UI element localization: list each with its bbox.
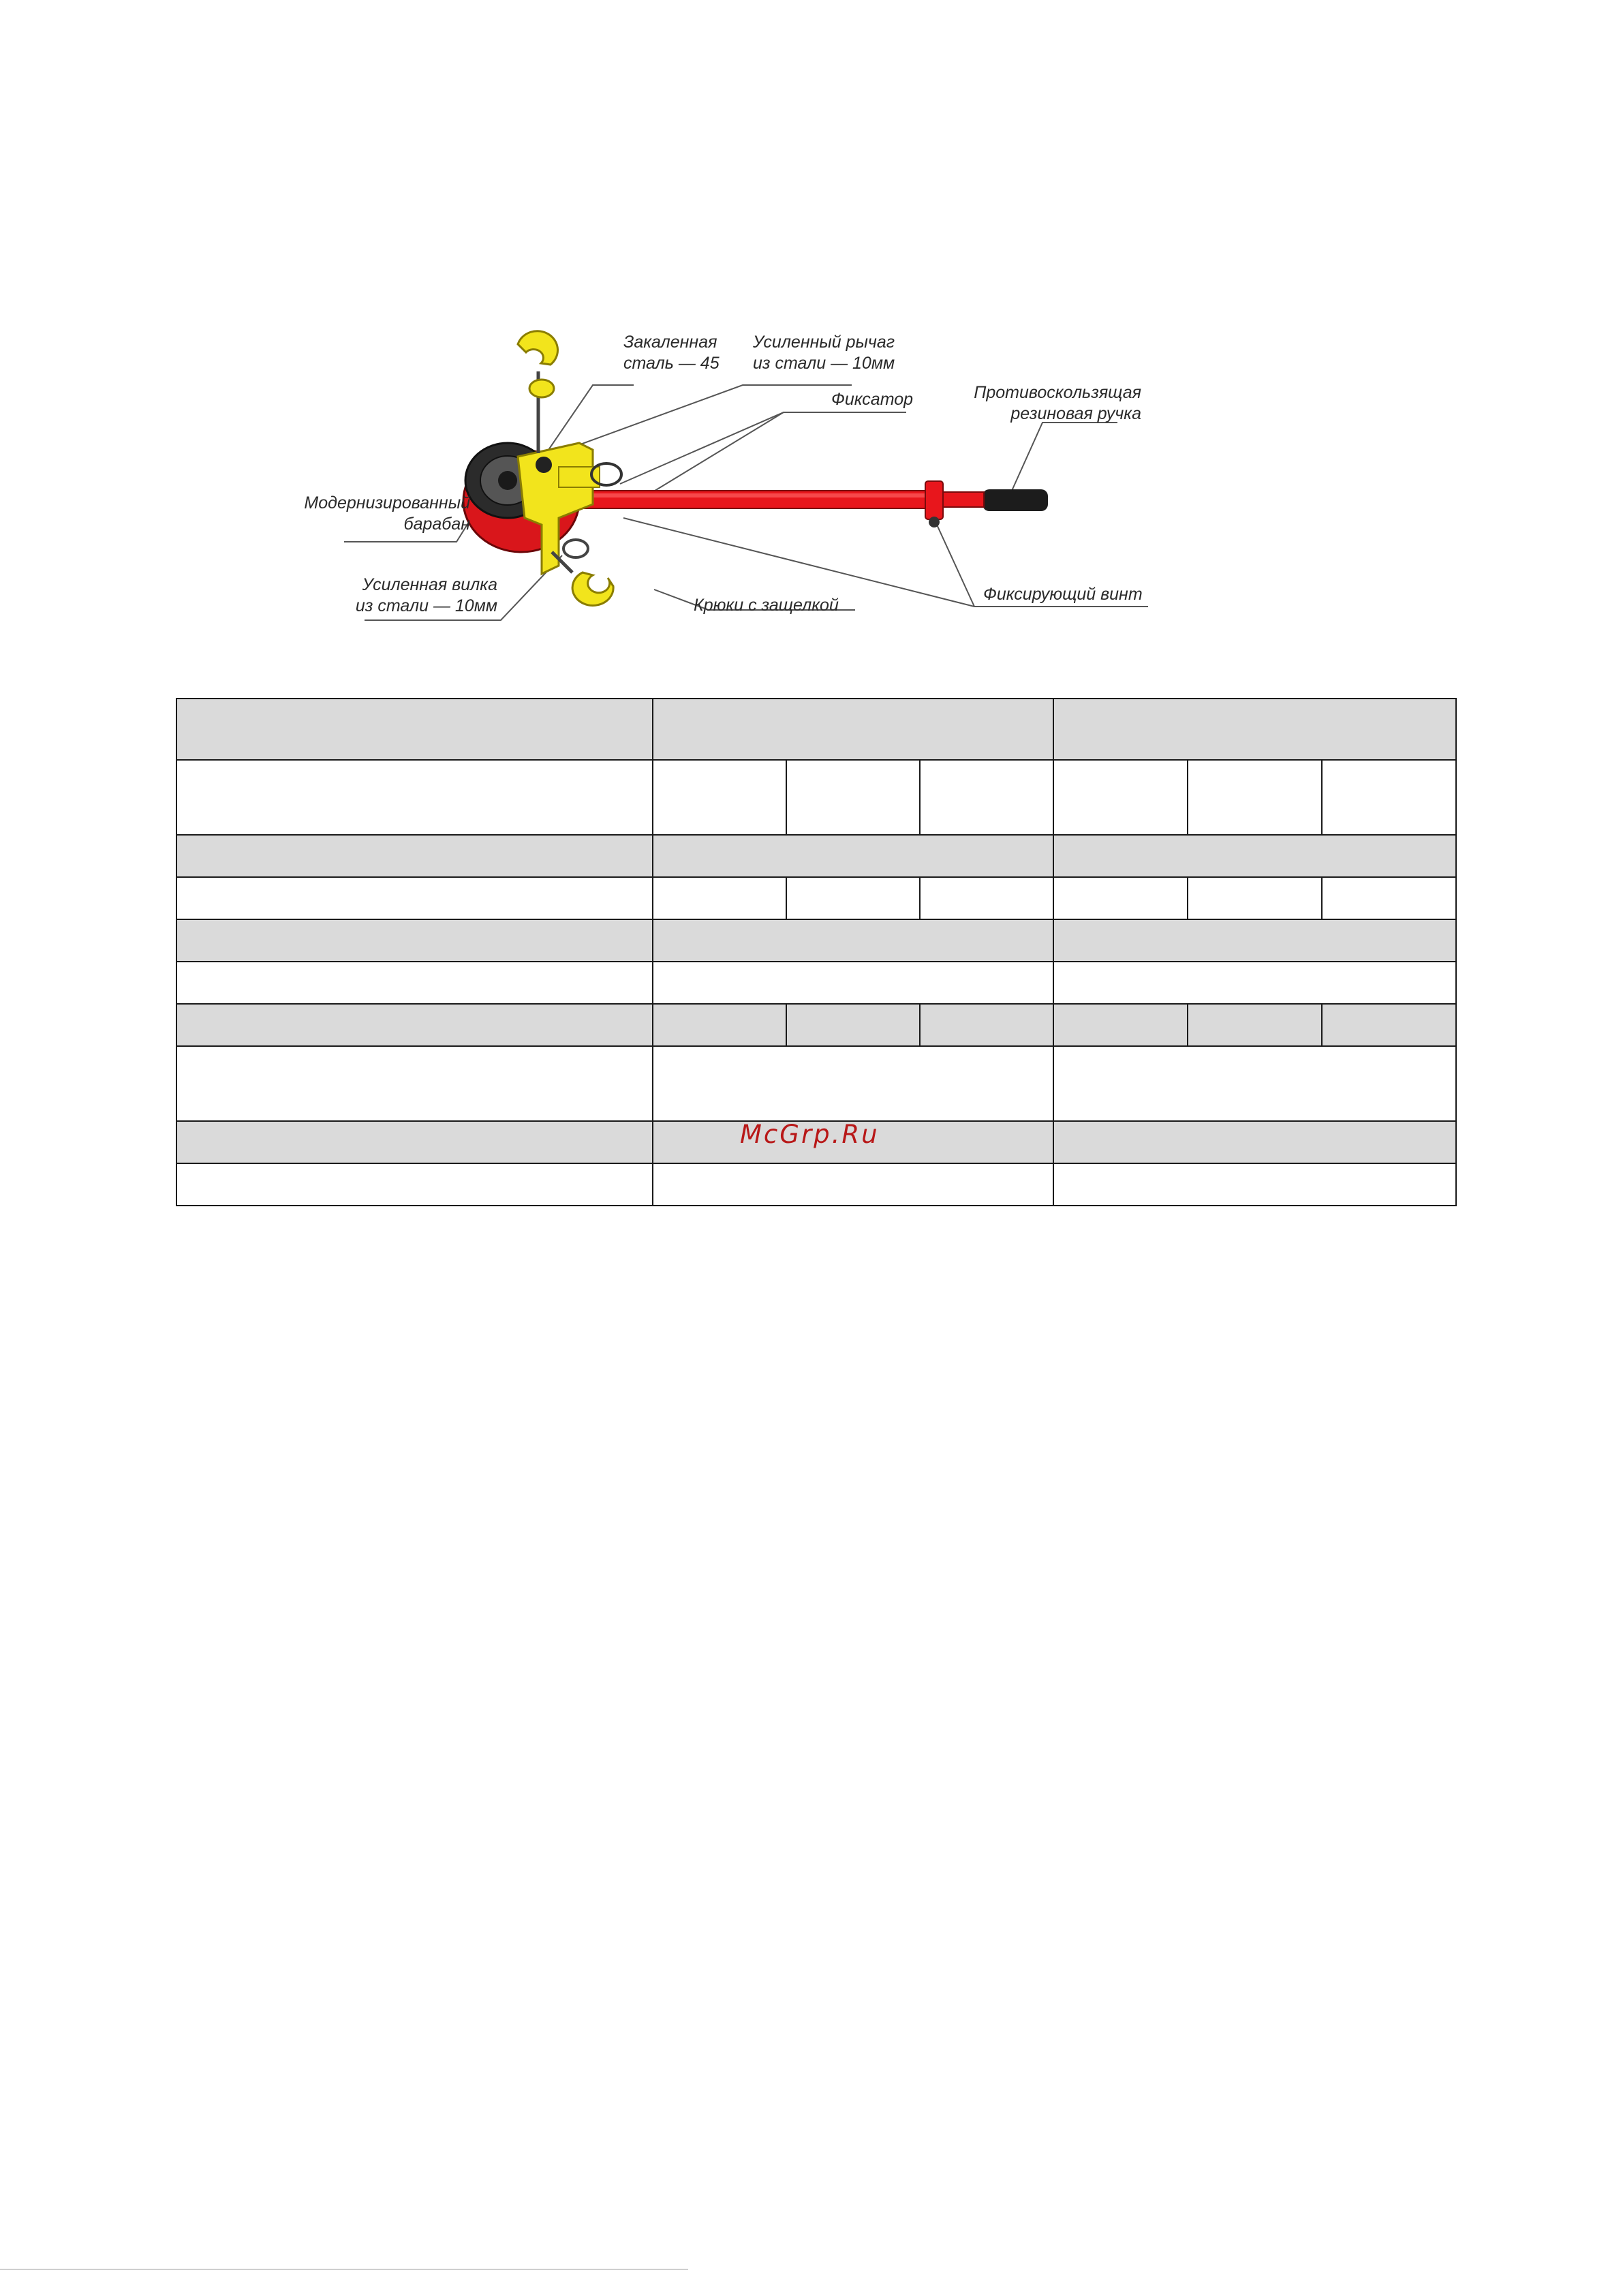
lever-arm: [579, 491, 933, 508]
table-row: [176, 962, 1456, 1004]
table-cell: [1322, 1004, 1456, 1046]
table-cell: [786, 877, 920, 919]
callout-reinforced-lever: Усиленный рычаг из стали — 10мм: [753, 333, 895, 373]
table-cell: [1053, 962, 1456, 1004]
callout-anti-slip-grip: Противоскользящая резиновая ручка: [974, 383, 1141, 423]
table-cell: [653, 877, 786, 919]
table-cell: [176, 760, 653, 835]
table-cell: [176, 1046, 653, 1121]
fixing-screw: [929, 517, 940, 527]
table-cell: [1322, 877, 1456, 919]
table-cell: [920, 877, 1053, 919]
table-row: [176, 1046, 1456, 1121]
table-cell: [653, 760, 786, 835]
table-cell: [1053, 699, 1456, 760]
table-cell: [786, 760, 920, 835]
fixing-clamp: [925, 481, 943, 519]
table-cell: [653, 1046, 1053, 1121]
table-cell: [786, 1004, 920, 1046]
callout-modernized-drum: Модернизированный барабан: [304, 493, 470, 534]
table-cell: [920, 760, 1053, 835]
table-cell: [1053, 1004, 1188, 1046]
table-row: [176, 919, 1456, 962]
table-cell: [1053, 919, 1456, 962]
table-cell: [1053, 1121, 1456, 1163]
table-cell: [653, 962, 1053, 1004]
table-cell: [176, 699, 653, 760]
callout-hardened-steel: Закаленная сталь — 45: [623, 333, 720, 373]
table-row: [176, 1004, 1456, 1046]
top-hook-icon: [518, 331, 558, 453]
table-cell: [653, 835, 1053, 877]
gear-icon: [498, 471, 517, 490]
table-row: [176, 1163, 1456, 1206]
table-row: [176, 760, 1456, 835]
table-cell: [1053, 835, 1456, 877]
table-cell: [1188, 877, 1322, 919]
table-cell: [1053, 1046, 1456, 1121]
table-cell: [920, 1004, 1053, 1046]
table-cell: [653, 699, 1053, 760]
table-cell: [653, 1163, 1053, 1206]
rubber-grip-icon: [983, 489, 1048, 511]
callout-reinforced-fork: Усиленная вилка из стали — 10мм: [355, 575, 497, 615]
table-cell: [176, 877, 653, 919]
watermark: McGrp.Ru: [740, 1120, 880, 1149]
table-cell: [176, 1163, 653, 1206]
table-cell: [176, 835, 653, 877]
footer-rule: [0, 2269, 688, 2270]
table-row: [176, 699, 1456, 760]
table-cell: [176, 1004, 653, 1046]
table-row: [176, 835, 1456, 877]
table-cell: [653, 919, 1053, 962]
callout-fixing-screw: Фиксирующий винт: [983, 585, 1143, 604]
table-cell: [176, 919, 653, 962]
table-row: [176, 877, 1456, 919]
table-cell: [1188, 1004, 1322, 1046]
table-cell: [1188, 760, 1322, 835]
table-cell: [1053, 1163, 1456, 1206]
callout-latch: Фиксатор: [831, 390, 914, 409]
callout-latch-hooks: Крюки с защелкой: [694, 596, 839, 615]
table-cell: [1322, 760, 1456, 835]
table-cell: [1053, 760, 1188, 835]
bottom-hook-icon: [552, 540, 613, 605]
table-cell: [176, 1121, 653, 1163]
table-cell: [176, 962, 653, 1004]
table-cell: [1053, 877, 1188, 919]
table-cell: [653, 1004, 786, 1046]
